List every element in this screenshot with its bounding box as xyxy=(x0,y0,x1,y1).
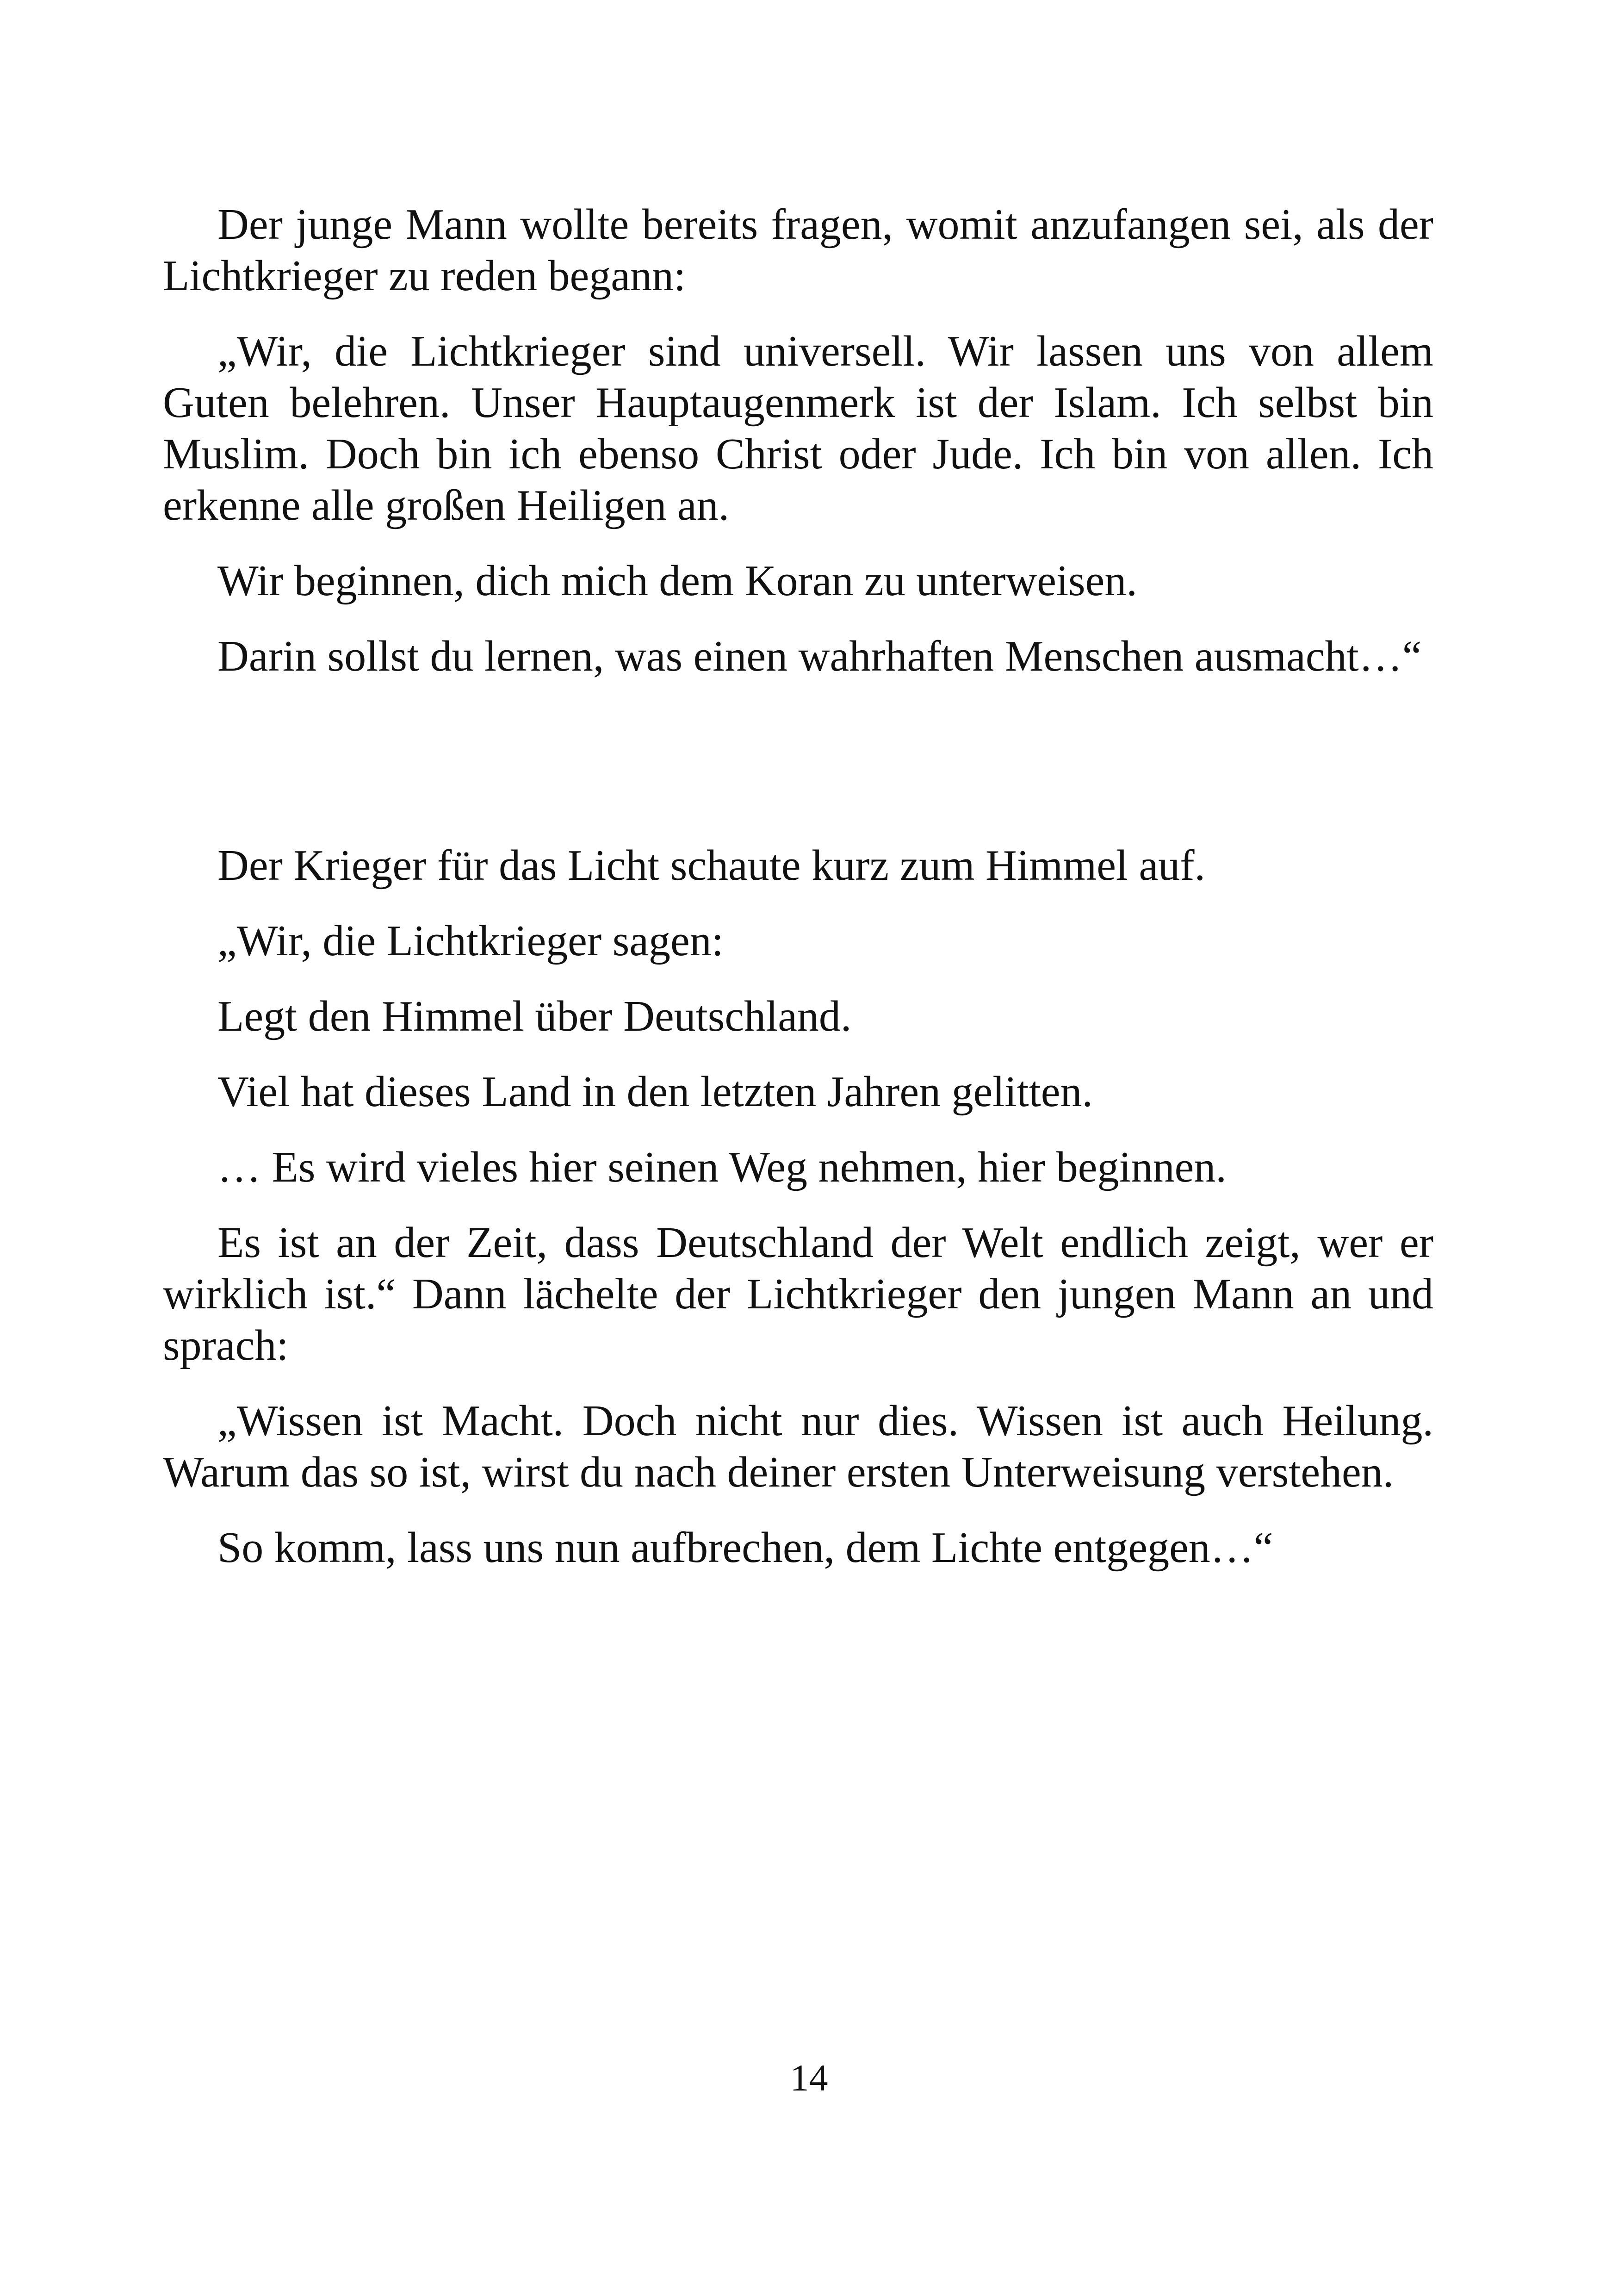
paragraph: So komm, lass uns nun aufbrechen, dem Lichte entgegen…“ xyxy=(217,1524,1273,1572)
paragraph: … Es wird vieles hier seinen Weg nehmen, hier beginnen. xyxy=(217,1143,1227,1191)
text-section-two xyxy=(163,840,1433,1598)
paragraph: Legt den Himmel über Deutschland. xyxy=(217,992,852,1040)
text-section-one xyxy=(163,199,1433,706)
paragraph: Der Krieger für das Licht schaute kurz zum Himmel auf. xyxy=(217,841,1206,890)
page-number: 14 xyxy=(790,2057,828,2099)
paragraph: „Wissen ist Macht. Doch nicht nur dies. Wissen ist auch Heilung. Warum das so ist, wirst du nach deiner ersten Unterweisung verstehen. xyxy=(163,1397,1433,1496)
paragraph: Es ist an der Zeit, dass Deutschland der Welt endlich zeigt, wer er wirklich ist.“ Dann lächelte der Lichtkrieger den jungen Mann an und sprach: xyxy=(163,1219,1433,1369)
paragraph: Wir beginnen, dich mich dem Koran zu unterweisen. xyxy=(217,557,1137,605)
paragraph: „Wir, die Lichtkrieger sind universell. Wir lassen uns von allem Guten belehren. Unser Hauptaugenmerk ist der Islam. Ich selbst bin Muslim. Doch bin ich ebenso Christ oder Jude. Ich bin von allen. Ich erkenne alle großen Heiligen an. xyxy=(163,327,1433,529)
paragraph: „Wir, die Lichtkrieger sagen: xyxy=(217,917,724,965)
paragraph: Der junge Mann wollte bereits fragen, womit anzufangen sei, als der Lichtkrieger zu reden begann: xyxy=(163,200,1433,300)
paragraph: Viel hat dieses Land in den letzten Jahren gelitten. xyxy=(217,1068,1093,1116)
paragraph: Darin sollst du lernen, was einen wahrhaften Menschen ausmacht…“ xyxy=(217,632,1422,680)
